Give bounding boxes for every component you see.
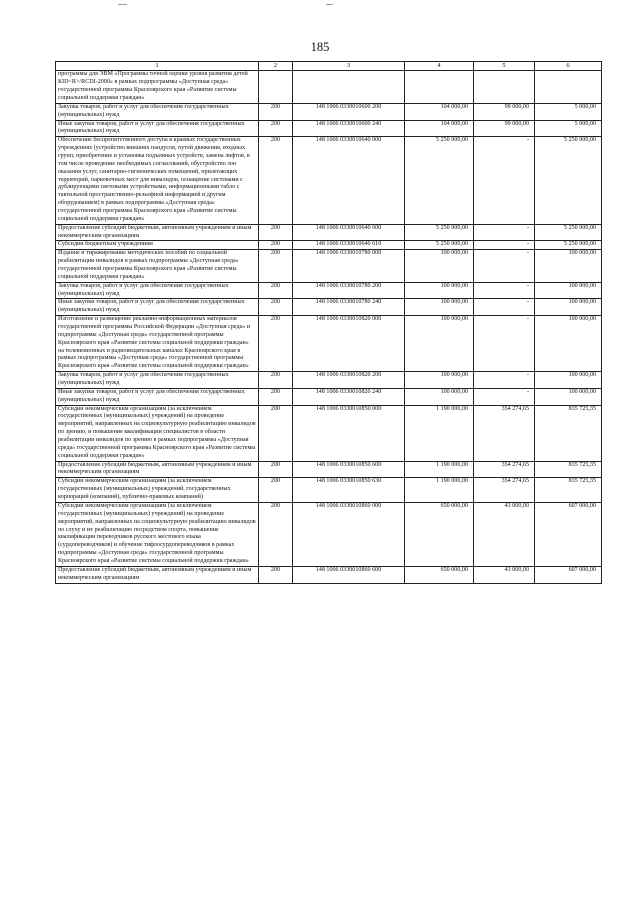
planned-amount-cell: 650 000,00 xyxy=(405,502,474,566)
change-amount-cell: 99 000,00 xyxy=(474,103,535,120)
expense-name-cell: Предоставление субсидий бюджетным, автономным учреждениям и иным некоммерческим организациям xyxy=(56,566,259,583)
change-amount-cell: 354 274,65 xyxy=(474,461,535,478)
expense-name-cell: Иные закупки товаров, работ и услуг для обеспечения государственных (муниципальных) нужд xyxy=(56,388,259,405)
change-amount-cell: - xyxy=(474,250,535,282)
admin-code-cell xyxy=(259,71,293,103)
planned-amount-cell: 100 000,00 xyxy=(405,388,474,405)
admin-code-cell: 200 xyxy=(259,282,293,299)
admin-code-cell: 200 xyxy=(259,120,293,137)
change-amount-cell: - xyxy=(474,224,535,241)
classification-code-cell xyxy=(293,71,405,103)
expense-name-cell: Предоставление субсидий бюджетным, автономным учреждениям и иным некоммерческим организациям xyxy=(56,224,259,241)
table-row xyxy=(56,478,602,503)
planned-amount-cell: 100 000,00 xyxy=(405,250,474,282)
planned-amount-cell: 100 000,00 xyxy=(405,372,474,389)
final-amount-cell: 100 000,00 xyxy=(535,282,602,299)
admin-code-cell: 200 xyxy=(259,372,293,389)
table-row xyxy=(56,316,602,372)
admin-code-cell: 200 xyxy=(259,137,293,224)
table-row xyxy=(56,71,602,103)
classification-code-cell: 148 1006 0330010600 200 xyxy=(293,103,405,120)
change-amount-cell: - xyxy=(474,137,535,224)
classification-code-cell: 148 1006 0330010850 000 xyxy=(293,405,405,461)
expense-name-cell: Иные закупки товаров, работ и услуг для обеспечения государственных (муниципальных) нужд xyxy=(56,120,259,137)
final-amount-cell: 5 250 000,00 xyxy=(535,241,602,250)
classification-code-cell: 148 1006 0330010600 240 xyxy=(293,120,405,137)
final-amount-cell: 835 725,35 xyxy=(535,478,602,503)
classification-code-cell: 148 1006 0330010640 000 xyxy=(293,137,405,224)
table-row xyxy=(56,224,602,241)
final-amount-cell: 100 000,00 xyxy=(535,250,602,282)
scan-mark xyxy=(118,4,127,5)
planned-amount-cell: 1 190 000,00 xyxy=(405,405,474,461)
admin-code-cell: 200 xyxy=(259,241,293,250)
column-header: 6 xyxy=(535,62,602,71)
expense-name-cell: Закупка товаров, работ и услуг для обеспечения государственных (муниципальных) нужд xyxy=(56,103,259,120)
column-header: 5 xyxy=(474,62,535,71)
expense-name-cell: Субсидии бюджетным учреждениям xyxy=(56,241,259,250)
table-row xyxy=(56,103,602,120)
table-row xyxy=(56,282,602,299)
change-amount-cell: - xyxy=(474,282,535,299)
table-row xyxy=(56,502,602,566)
table-row xyxy=(56,372,602,389)
final-amount-cell: 5 000,00 xyxy=(535,103,602,120)
admin-code-cell: 200 xyxy=(259,103,293,120)
classification-code-cell: 148 1006 0330010640 600 xyxy=(293,224,405,241)
classification-code-cell: 148 1006 0330010860 600 xyxy=(293,566,405,583)
final-amount-cell: 100 000,00 xyxy=(535,388,602,405)
admin-code-cell: 200 xyxy=(259,478,293,503)
planned-amount-cell: 104 000,00 xyxy=(405,120,474,137)
expense-name-cell: Субсидии некоммерческим организациям (за исключением государственных (муниципальных) учреждений, государственных корпораций (компаний), публично-правовых компаний) xyxy=(56,478,259,503)
final-amount-cell: 100 000,00 xyxy=(535,372,602,389)
planned-amount-cell: 1 190 000,00 xyxy=(405,461,474,478)
classification-code-cell: 148 1006 0330010850 630 xyxy=(293,478,405,503)
change-amount-cell: - xyxy=(474,372,535,389)
classification-code-cell: 148 1006 0330010850 600 xyxy=(293,461,405,478)
table-body xyxy=(56,62,602,584)
change-amount-cell: 43 000,00 xyxy=(474,502,535,566)
admin-code-cell: 200 xyxy=(259,405,293,461)
table-row xyxy=(56,241,602,250)
planned-amount-cell xyxy=(405,71,474,103)
table-row xyxy=(56,299,602,316)
table-header-row xyxy=(56,62,602,71)
final-amount-cell: 100 000,00 xyxy=(535,299,602,316)
admin-code-cell: 200 xyxy=(259,250,293,282)
change-amount-cell: 99 000,00 xyxy=(474,120,535,137)
column-header: 3 xyxy=(293,62,405,71)
expense-name-cell: Обеспечение беспрепятственного доступа в краевых государственных учреждениях (устройство внешних пандусов, путей движения, входных групп, приобретение и установка подъемных устройств, замена лифтов, в том числе проведение необходимых согласований, обустройство зон оказания услуг, санитарно-гигиенических помещений, прилегающих территорий, парковочных мест для инвалидов, оснащение системами с дублирующими световыми устройствами, информационными табло с тактильной пространственно-рельефной информацией и другим оборудованием) в рамках подпрограммы «Доступная среда» государственной программы Красноярского края «Развитие системы социальной поддержки граждан» xyxy=(56,137,259,224)
expense-name-cell: Изготовление и размещение рекламно-информационных материалов государственной программы Российской Федерации «Доступная среда» и подпрограммы «Доступная среда» государственной программы Красноярского края «Развитие системы социальной поддержки граждан» на телевизионных и радиовещательных каналах Красноярского края в рамках подпрограммы «Доступная среда» государственной программы Красноярского края «Развитие системы социальной поддержки граждан» xyxy=(56,316,259,372)
planned-amount-cell: 650 000,00 xyxy=(405,566,474,583)
expense-name-cell: Издание и тиражирование методических пособий по социальной реабилитации инвалидов в рамках подпрограммы «Доступная среда» государственной программы Красноярского края «Развитие системы социальной поддержки граждан» xyxy=(56,250,259,282)
admin-code-cell: 200 xyxy=(259,461,293,478)
expense-name-cell: Закупка товаров, работ и услуг для обеспечения государственных (муниципальных) нужд xyxy=(56,282,259,299)
classification-code-cell: 148 1006 0330010820 200 xyxy=(293,372,405,389)
change-amount-cell: - xyxy=(474,241,535,250)
expense-name-cell: программы для ЭВМ «Программы точной оценки уровня развития детей КID<R>/RCDI-2000» в рамках подпрограммы «Доступная среда» государственной программы Красноярского края «Развитие системы социальной поддержки граждан» xyxy=(56,71,259,103)
classification-code-cell: 148 1006 0330010640 610 xyxy=(293,241,405,250)
classification-code-cell: 148 1006 0330010820 240 xyxy=(293,388,405,405)
classification-code-cell: 148 1006 0330010820 000 xyxy=(293,316,405,372)
change-amount-cell: - xyxy=(474,299,535,316)
classification-code-cell: 148 1006 0330010780 000 xyxy=(293,250,405,282)
final-amount-cell: 5 250 000,00 xyxy=(535,137,602,224)
planned-amount-cell: 100 000,00 xyxy=(405,282,474,299)
expense-name-cell: Закупка товаров, работ и услуг для обеспечения государственных (муниципальных) нужд xyxy=(56,372,259,389)
admin-code-cell: 200 xyxy=(259,388,293,405)
planned-amount-cell: 100 000,00 xyxy=(405,316,474,372)
final-amount-cell: 5 250 000,00 xyxy=(535,224,602,241)
planned-amount-cell: 5 250 000,00 xyxy=(405,137,474,224)
final-amount-cell: 100 000,00 xyxy=(535,316,602,372)
admin-code-cell: 200 xyxy=(259,224,293,241)
table-row xyxy=(56,461,602,478)
page-number: 185 xyxy=(310,40,330,54)
column-header: 2 xyxy=(259,62,293,71)
table-row xyxy=(56,120,602,137)
expense-name-cell: Субсидии некоммерческим организациям (за исключением государственных (муниципальных) учреждений) на проведение мероприятий, направленных на социокультурную реабилитацию инвалидов по слуху и их реабилитацию посредством спорта, повышение квалификации переводчиков русского жестового языка (сурдопереводчиков) и обучение тифлосурдопереводчиков в рамках подпрограммы «Доступная среда» государственной программы Красноярского края «Развитие системы социальной поддержки граждан» xyxy=(56,502,259,566)
change-amount-cell xyxy=(474,71,535,103)
planned-amount-cell: 1 190 000,00 xyxy=(405,478,474,503)
admin-code-cell: 200 xyxy=(259,299,293,316)
final-amount-cell: 835 725,35 xyxy=(535,405,602,461)
classification-code-cell: 148 1006 0330010780 240 xyxy=(293,299,405,316)
admin-code-cell: 200 xyxy=(259,502,293,566)
budget-table xyxy=(55,61,602,584)
table-row xyxy=(56,388,602,405)
planned-amount-cell: 5 250 000,00 xyxy=(405,224,474,241)
planned-amount-cell: 104 000,00 xyxy=(405,103,474,120)
change-amount-cell: 354 274,65 xyxy=(474,405,535,461)
table-row xyxy=(56,566,602,583)
planned-amount-cell: 100 000,00 xyxy=(405,299,474,316)
planned-amount-cell: 5 250 000,00 xyxy=(405,241,474,250)
change-amount-cell: - xyxy=(474,388,535,405)
change-amount-cell: 354 274,65 xyxy=(474,478,535,503)
table-row xyxy=(56,137,602,224)
column-header: 1 xyxy=(56,62,259,71)
change-amount-cell: 43 000,00 xyxy=(474,566,535,583)
expense-name-cell: Предоставление субсидий бюджетным, автономным учреждениям и иным некоммерческим организациям xyxy=(56,461,259,478)
classification-code-cell: 148 1006 0330010780 200 xyxy=(293,282,405,299)
column-header: 4 xyxy=(405,62,474,71)
change-amount-cell: - xyxy=(474,316,535,372)
final-amount-cell: 835 725,35 xyxy=(535,461,602,478)
admin-code-cell: 200 xyxy=(259,316,293,372)
scan-mark xyxy=(326,4,333,5)
classification-code-cell: 148 1006 0330010860 000 xyxy=(293,502,405,566)
final-amount-cell: 607 000,00 xyxy=(535,502,602,566)
admin-code-cell: 200 xyxy=(259,566,293,583)
expense-name-cell: Субсидии некоммерческим организациям (за исключением государственных (муниципальных) учреждений) на проведение мероприятий, направленных на социокультурную реабилитацию инвалидов по зрению, и повышение квалификации специалистов в области реабилитации инвалидов по зрению в рамках подпрограммы «Доступная среда» государственной программы Красноярского края «Развитие системы социальной поддержки граждан» xyxy=(56,405,259,461)
expense-name-cell: Иные закупки товаров, работ и услуг для обеспечения государственных (муниципальных) нужд xyxy=(56,299,259,316)
final-amount-cell xyxy=(535,71,602,103)
final-amount-cell: 607 000,00 xyxy=(535,566,602,583)
table-row xyxy=(56,405,602,461)
final-amount-cell: 5 000,00 xyxy=(535,120,602,137)
table-row xyxy=(56,250,602,282)
